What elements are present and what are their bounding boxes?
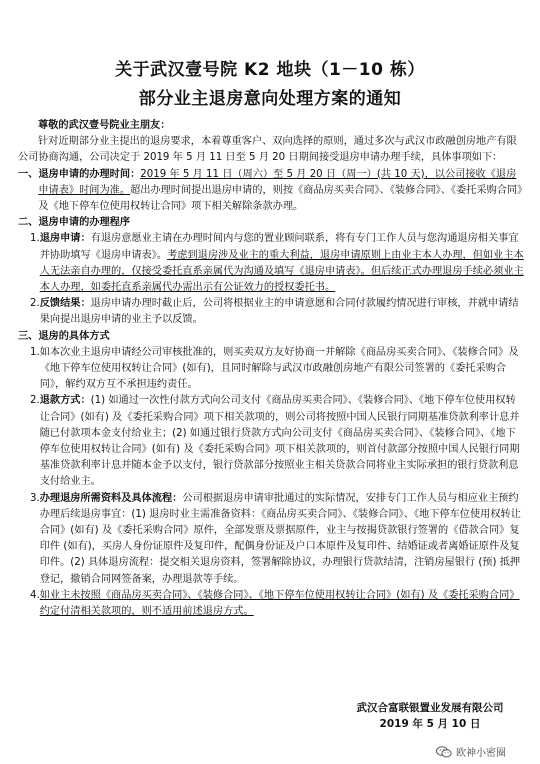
section-2-item-2-colon: ： [80, 298, 91, 310]
notice-title-line2: 部分业主退房意向处理方案的通知 [138, 89, 402, 109]
section-1-underlined-text: 2019 年 5 月 11 日（周六）至 5 月 20 日（周一）(共 10 天)，以公司接收《退房申请表》时间为准。 [38, 168, 517, 196]
section-3-item-1-text: 如本次业主退房申请经公司审核批准的，则买卖双方友好协商一并解除《商品房买卖合同》、《装修合同》及《地下停车位使用权转让合同》(如有)，且同时解除与武汉市政融创房地产有限公司签署的《委托采购合同》，解约双方互不承担违约责任。 [39, 346, 519, 391]
section-2-item-1-colon: ： [80, 233, 91, 245]
section-3-item-3 [18, 491, 524, 588]
section-3-item-3-content [40, 491, 524, 588]
section-2-item-2-num: 2. [30, 298, 40, 310]
section-3-item-2 [18, 393, 524, 490]
section-2-item-1 [18, 231, 524, 296]
section-3-item-2-num: 2. [30, 395, 40, 407]
section-3-item-2-title: 退款方式 [39, 395, 81, 407]
section-3-item-4 [18, 588, 524, 620]
section-3-item-4-num: 4. [30, 589, 40, 601]
notice-body [18, 118, 524, 620]
section-2-item-1-content [40, 231, 524, 296]
watermark-text: 欧神小密圈 [456, 748, 506, 759]
section-3-item-3-num: 3. [30, 492, 40, 504]
section-2-item-2-content [40, 296, 524, 328]
section-1-colon: ： [130, 168, 141, 180]
section-3-item-1-num: 1. [30, 346, 40, 358]
section-3-item-4-text: 如业主未按照《商品房买卖合同》、《装修合同》、《地下停车位使用权转让合同》(如有) 及《委托采购合同》约定付清相关款项的，则不适用前述退房方式。 [39, 589, 520, 618]
section-2-item-2 [18, 296, 524, 328]
section-2-item-1-title: 退房申请 [39, 233, 81, 245]
section-3-item-2-colon: ： [80, 395, 91, 407]
section-3-item-3-text: 公司根据退房申请审批通过的实际情况，安排专门工作人员与相应业主预约办理后续退房事宜：(1) 退房时业主需准备资料：《商品房买卖合同》、《装修合同》、《地下停车位使用权转让合同》(如有) 及《委托采购合同》原件，全部发票及票据原件，业主与按揭贷款银行签署的《借款合同》复印件 (如有)，买房人身份证原件及复印件，配偶身份证及户口本原件及复印件、结婚证或者离婚证原件及复印件。(2) 具体退房流程：提交相关退房资料，签署解除协议，办理银行贷款结清，注销房屋银行 (预) 抵押登记，撤销合同网签备案，办理退款等手续。 [39, 492, 521, 585]
signature-date: 2019 年 5 月 10 日 [379, 718, 481, 730]
section-2-item-1-text: 有退房意愿业主请在办理时间内与您的置业顾问联系，将有专门工作人员与您沟通退房相关事宜并协助填写《退房申请表》。 [39, 233, 519, 261]
section-3-item-2-content [40, 393, 524, 490]
section-2-item-2-text: 退房申请办理时截止后，公司将根据业主的申请意愿和合同付款履约情况进行审核，并就申请结果向提出退房申请的业主予以反馈。 [39, 298, 519, 326]
section-3-item-3-colon: ： [172, 492, 183, 504]
section-3-item-2-text: (1) 如通过一次性付款方式向公司支付《商品房买卖合同》、《装修合同》、《地下停车位使用权转让合同》(如有) 及《委托采购合同》项下相关款项的，则公司将按照中国人民银行同期基准贷款利率计息并随已付款项本金支付给业主；(2) 如通过银行贷款方式向公司支付《商品房买卖合同》、《装修合同》、《地下停车位使用权转让合同》(如有) 及《委托采购合同》项下相关款项的，则首付款部分按照中国人民银行同期基准贷款利率计息并随本金予以支付，银行贷款部分按照业主相关贷款合同将业主实际承担的银行贷款利息支付给业主。 [39, 395, 520, 488]
section-2-heading: 二、退房申请的办理程序 [18, 217, 131, 229]
section-2-item-1-num: 1. [30, 233, 40, 245]
greeting: 尊敬的武汉壹号院业主朋友： [38, 120, 171, 131]
section-3-item-1 [18, 345, 524, 394]
notice-title-line1: 关于武汉壹号院 K2 地块（1－10 栋） [115, 60, 425, 80]
section-1-text: 超出办理时间提出退房申请的，则按《商品房买卖合同》、《装修合同》、《委托采购合同》及《地下停车位使用权转让合同》项下相关解除条款办理。 [38, 184, 523, 213]
intro-paragraph: 针对近期部分业主提出的退房要求，本着尊重客户、双向选择的原则，通过多次与武汉市政融创房地产有限公司协商沟通，公司决定于 2019 年 5 月 11 日至 5 月 20 日期间接受退房申请办理手续，具体事项如下： [18, 136, 517, 164]
section-1-content [38, 167, 524, 216]
section-1-label: 一、 [18, 168, 39, 180]
section-3-heading: 三、退房的具体方式 [18, 330, 110, 342]
wechat-icon [436, 746, 452, 758]
section-2-item-2-title: 反馈结果 [39, 298, 81, 310]
section-3-item-3-title: 办理退房所需资料及具体流程 [39, 492, 173, 504]
watermark [436, 744, 506, 759]
section-1 [18, 167, 524, 216]
signature-company: 武汉合富联银置业发展有限公司 [356, 702, 504, 714]
section-1-title: 退房申请的办理时间 [38, 168, 131, 180]
section-2-item-1-underlined-text: 考虑到退房涉及业主的重大利益，退房申请原则上由业主本人办理，但如业主本人无法亲自办理的，仅接受委托直系亲属代为沟通及填写《退房申请表》。但后续正式办理退房手续必须业主本人办理，如委托直系亲属代办需出示有公证效力的授权委托书。 [39, 249, 524, 294]
